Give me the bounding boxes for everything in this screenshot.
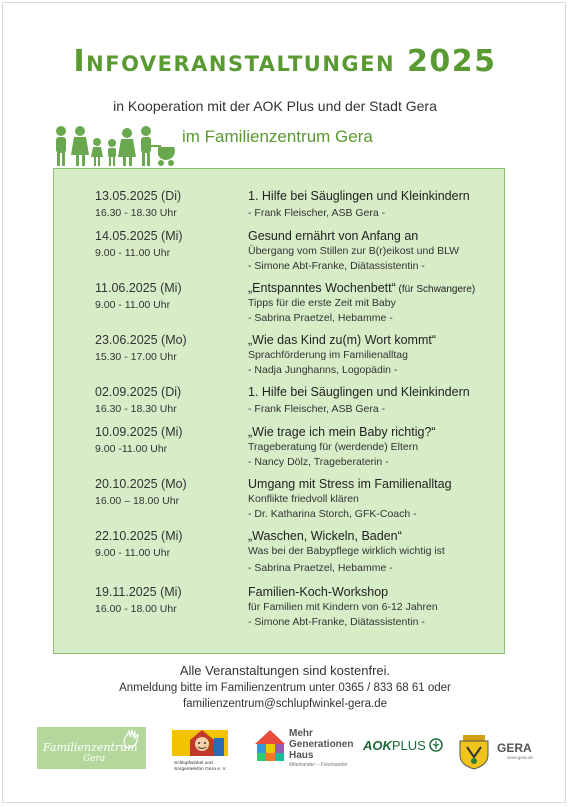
event-title-main: „Entspanntes Wochenbett“: [248, 281, 396, 295]
mgh-house-icon: [253, 728, 287, 762]
event-speaker: - Simone Abt-Franke, Diätassistentin -: [248, 616, 425, 628]
event-schedule: [53, 168, 505, 654]
event-time: 16.30 - 18.30 Uhr: [95, 403, 177, 415]
event-item: [54, 565, 504, 628]
mgh-name: Mehr Generationen Haus: [289, 728, 354, 761]
gera-logo: [455, 733, 535, 773]
event-time: 16.00 - 18.00 Uhr: [95, 603, 177, 615]
event-time: 16.30 - 18.30 Uhr: [95, 207, 177, 219]
event-speaker: - Sabrina Praetzel, Hebamme -: [248, 562, 393, 574]
gera-name: GERA: [497, 741, 532, 755]
event-description: Was bei der Babypflege wirklich wichtig ist: [248, 545, 445, 557]
event-title: Umgang mit Stress im Familienalltag: [248, 477, 452, 491]
mehrgenerationenhaus-logo: [253, 726, 353, 774]
event-date: 20.10.2025 (Mo): [95, 477, 187, 491]
event-item: [54, 313, 504, 376]
event-time: 9.00 - 11.00 Uhr: [95, 547, 171, 559]
event-description: Konflikte friedvoll klären: [248, 493, 359, 505]
event-speaker: - Dr. Katharina Storch, GFK-Coach -: [248, 508, 417, 520]
event-title: [248, 281, 475, 295]
event-date: 13.05.2025 (Di): [95, 189, 182, 203]
event-title: „Wie das Kind zu(m) Wort kommt“: [248, 333, 436, 347]
event-title: „Wie trage ich mein Baby richtig?“: [248, 425, 436, 439]
event-title: Familien-Koch-Workshop: [248, 585, 389, 599]
event-description: Sprachförderung im Familienalltag: [248, 349, 408, 361]
event-time: 16.00 – 18.00 Uhr: [95, 495, 180, 507]
schlupfwinkel-logo: [170, 724, 230, 774]
familienzentrum-logo-text: Familienzentrum: [43, 741, 138, 754]
family-figures-icon: [54, 125, 178, 169]
aok-plus-logo: [363, 738, 443, 753]
free-note: Alle Veranstaltungen sind kostenfrei.: [179, 663, 391, 678]
event-description: für Familien mit Kindern von 6-12 Jahren: [248, 601, 438, 613]
venue-label: im Familienzentrum Gera: [182, 127, 373, 146]
event-speaker: - Simone Abt-Franke, Diätassistentin -: [248, 260, 425, 272]
event-time: 15.30 - 17.00 Uhr: [95, 351, 177, 363]
event-date: 10.09.2025 (Mi): [95, 425, 183, 439]
schlupfwinkel-text: Schlupfwinkel und Sorgentelefon Gera e. V.: [174, 761, 227, 772]
event-date: 22.10.2025 (Mi): [95, 529, 183, 543]
event-date: 19.11.2025 (Mi): [95, 585, 182, 599]
aok-tree-icon: [429, 738, 443, 752]
aok-name: AOK: [363, 738, 392, 753]
event-date: 23.06.2025 (Mo): [95, 333, 187, 347]
schlupfwinkel-house-icon: [170, 724, 230, 760]
event-date: 02.09.2025 (Di): [95, 385, 182, 399]
event-speaker: - Frank Fleischer, ASB Gera -: [248, 403, 386, 415]
gera-coat-of-arms-icon: [455, 733, 493, 771]
registration-note: Anmeldung bitte im Familienzentrum unter 0365 / 833 68 61 oder: [119, 682, 451, 694]
familienzentrum-logo: [37, 727, 146, 769]
familienzentrum-logo-city: Gera: [83, 754, 106, 764]
page-title: Infoveranstaltungen 2025: [73, 44, 497, 79]
gera-url: www.gera.de: [507, 755, 534, 760]
event-speaker: - Sabrina Praetzel, Hebamme -: [248, 312, 393, 324]
event-item: [54, 261, 504, 324]
event-title: „Waschen, Wickeln, Baden“: [248, 529, 402, 543]
event-date: 14.05.2025 (Mi): [95, 229, 183, 243]
event-speaker: - Nancy Dölz, Trageberaterin -: [248, 456, 389, 468]
event-description: Übergang vom Stillen zur B(r)eikost und BLW: [248, 245, 460, 257]
event-time: 9.00 -11.00 Uhr: [95, 443, 168, 455]
cooperation-subtitle: in Kooperation mit der AOK Plus und der Stadt Gera: [113, 98, 437, 114]
contact-email[interactable]: familienzentrum@schlupfwinkel-gera.de: [182, 698, 388, 710]
event-speaker: - Nadja Junghanns, Logopädin -: [248, 364, 398, 376]
event-title: 1. Hilfe bei Säuglingen und Kleinkindern: [248, 189, 470, 203]
event-title-note: (für Schwangere): [395, 284, 476, 295]
event-item: [54, 405, 504, 468]
event-description: Trageberatung für (werdende) Eltern: [248, 441, 419, 453]
event-title: 1. Hilfe bei Säuglingen und Kleinkindern: [248, 385, 470, 399]
event-time: 9.00 - 11.00 Uhr: [95, 247, 171, 259]
hand-icon: [121, 729, 143, 749]
mgh-tagline: Miteinander – Füreinander: [289, 762, 348, 768]
event-date: 11.06.2025 (Mi): [95, 281, 182, 295]
event-item: [54, 209, 504, 272]
event-speaker: - Frank Fleischer, ASB Gera -: [248, 207, 386, 219]
event-title: Gesund ernährt von Anfang an: [248, 229, 419, 243]
aok-plus-text: PLUS: [391, 738, 426, 753]
event-time: 9.00 - 11.00 Uhr: [95, 299, 171, 311]
event-item: [54, 457, 504, 520]
event-item: [54, 509, 504, 574]
event-description: Tipps für die erste Zeit mit Baby: [248, 297, 396, 309]
